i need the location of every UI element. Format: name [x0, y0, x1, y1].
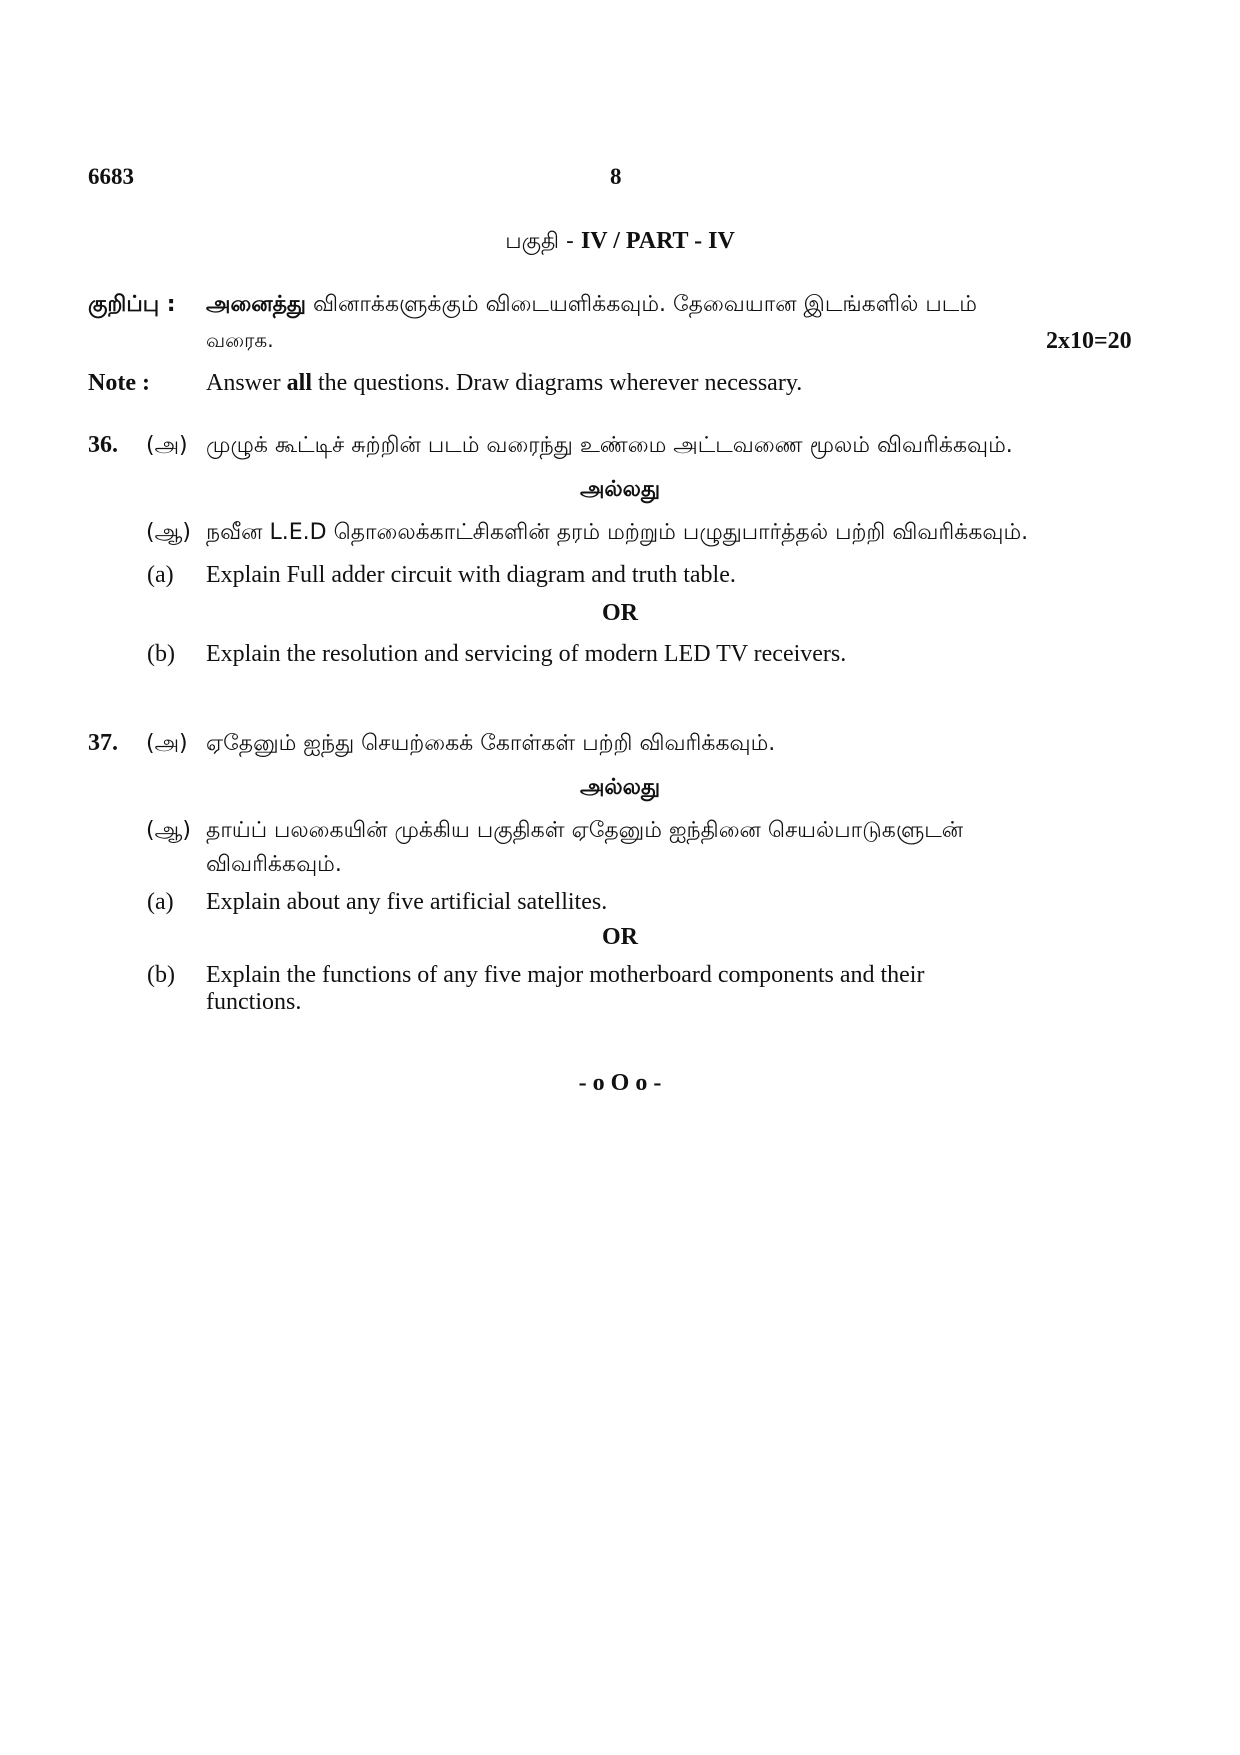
tamil-note-emphasis: அனைத்து [206, 292, 307, 317]
q36-tamil-a-label: (அ) [146, 433, 188, 458]
q36-tamil-a-text: முழுக் கூட்டிச் சுற்றின் படம் வரைந்து உண்மை அட்டவணை மூலம் விவரிக்கவும். [206, 433, 1013, 458]
q36-tamil-or: அல்லது [579, 477, 661, 502]
q37-english-b-line-1: Explain the functions of any five major motherboard components and their [206, 962, 925, 988]
question-number-36: 36. [88, 432, 118, 458]
q37-english-a-label: (a) [147, 889, 174, 915]
q37-tamil-b-line-1: தாய்ப் பலகையின் முக்கிய பகுதிகள் ஏதேனும் ஐந்தினை செயல்பாடுகளுடன் [206, 818, 964, 843]
q37-tamil-a-label: (அ) [146, 731, 188, 756]
marks-allocation: 2x10=20 [1046, 328, 1132, 354]
tamil-note-text: வினாக்களுக்கும் விடையளிக்கவும். தேவையான இடங்களில் படம் [306, 292, 977, 317]
part-heading-tamil: பகுதி - [505, 229, 581, 254]
question-number-37: 37. [88, 730, 118, 756]
q37-tamil-a-text: ஏதேனும் ஐந்து செயற்கைக் கோள்கள் பற்றி விவரிக்கவும். [206, 731, 776, 756]
q37-english-b-label: (b) [147, 962, 175, 988]
q36-tamil-b-label: (ஆ) [146, 520, 191, 545]
english-note-post: the questions. Draw diagrams wherever necessary. [312, 370, 803, 396]
q37-tamil-or: அல்லது [579, 775, 661, 800]
q36-english-b-text: Explain the resolution and servicing of modern LED TV receivers. [206, 641, 847, 667]
end-of-paper-mark: - o O o - [578, 1070, 662, 1096]
tamil-note-label: குறிப்பு : [88, 292, 176, 317]
paper-code: 6683 [88, 164, 134, 189]
part-heading-english: IV / PART - IV [580, 228, 735, 254]
tamil-note-line-2: வரைக. [206, 328, 274, 352]
tamil-note-line-1 [206, 292, 977, 320]
english-note-text [206, 370, 802, 397]
q36-english-or: OR [602, 600, 638, 626]
q37-tamil-b-line-2: விவரிக்கவும். [206, 852, 342, 877]
q37-tamil-b-label: (ஆ) [146, 818, 191, 843]
part-heading [0, 228, 1240, 257]
q37-english-or: OR [602, 924, 638, 950]
english-note-label: Note : [88, 370, 150, 396]
english-note-emphasis: all [286, 370, 312, 396]
q37-english-a-text: Explain about any five artificial satellites. [206, 889, 608, 915]
english-note-pre: Answer [206, 370, 287, 396]
q36-english-a-text: Explain Full adder circuit with diagram and truth table. [206, 562, 736, 588]
page-number: 8 [610, 164, 622, 189]
q36-tamil-b-text: நவீன L.E.D தொலைக்காட்சிகளின் தரம் மற்றும் பழுதுபார்த்தல் பற்றி விவரிக்கவும். [206, 520, 1029, 545]
q36-english-b-label: (b) [147, 641, 175, 667]
q37-english-b-line-2: functions. [206, 989, 302, 1015]
q36-english-a-label: (a) [147, 562, 174, 588]
